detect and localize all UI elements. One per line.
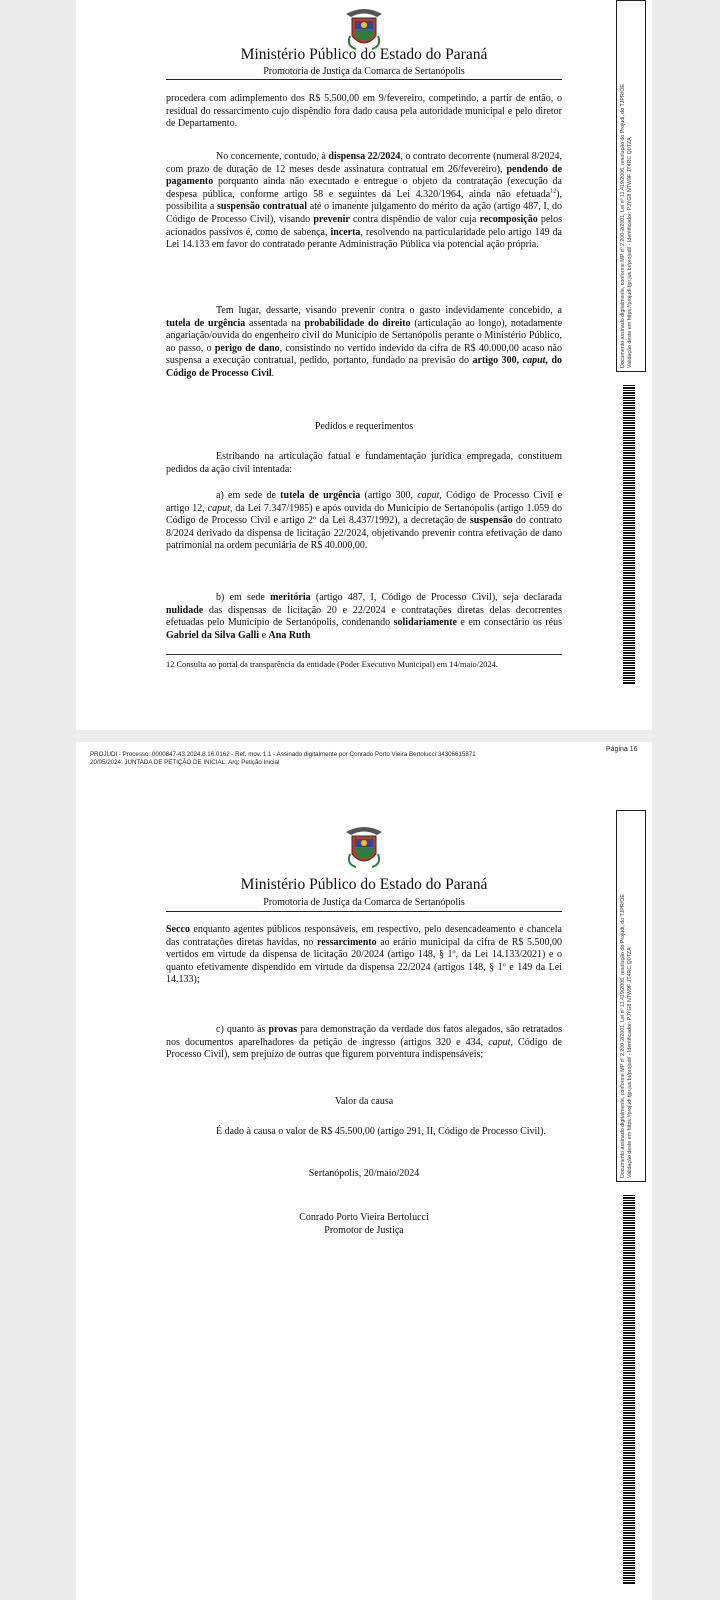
- document-page-2: [76, 742, 652, 1600]
- footnote: 12 Consulta ao portal da transparência da entidade (Poder Executivo Municipal) em 14/maio/2024.: [166, 660, 498, 669]
- paragraph-ressarcimento: Secco enquanto agentes públicos responsáveis, em respectivo, pelo desencadeamento e chancela das contratações diretas havidas, no ressarcimento ao erário municipal da cifra de R$ 5.500,00 vertidos em virtude da dispensa de licitação 20/2024 (artigo 148, § 1º, da Lei 14.133/2021) e o quanto efetivamente dispendido em virtude da dispensa 22/2024 (artigos 148, § 1º e 149 da Lei 14.133);: [166, 924, 562, 986]
- date-location: Sertanópolis, 20/maio/2024: [308, 1168, 420, 1179]
- projudi-stamp: PROJUDI - Processo: 0000847-43.2024.8.16.0162 - Ref. mov. 1.1 - Assinado digitalmente por Conrado Porto Vieira Bertolucci:34306615871 20/05/2024: JUNTADA DE PETIÇÃO DE INICIAL. Arq: Petição Inicial: [90, 751, 476, 766]
- header-divider: [166, 911, 562, 912]
- parana-coat-of-arms-icon: [344, 824, 384, 870]
- signer-name: Conrado Porto Vieira Bertolucci: [299, 1212, 429, 1223]
- barcode: [623, 385, 635, 685]
- signer-role: Promotor de Justiça: [324, 1225, 404, 1236]
- paragraph-pedido-c: c) quanto às provas para demonstração da verdade dos fatos alegados, são retratados nos documentos aparelhadores da petição de ingresso (artigos 320 e 434, caput, Código de Processo Civil), sem prejuízo de outras que figurem porventura indispensáveis;: [166, 1024, 562, 1061]
- paragraph-valor-causa: É dado à causa o valor de R$ 45.500,00 (artigo 291, II, Código de Processo Civil).: [216, 1126, 546, 1137]
- section-heading-valor: Valor da causa: [334, 1096, 394, 1107]
- page-number: Página 16: [606, 746, 638, 753]
- header-divider: [166, 79, 562, 80]
- section-heading-pedidos: Pedidos e requerimentos: [314, 421, 414, 432]
- digital-signature-note: Documento assinado digitalmente, conforme MP nº 2.200-2/2001, Lei nº 11.419/2006, resolução do Projudi, do TJPR/OE Validação deste em https://projudi.tjpr.jus.br/projudi/ - Identificador: PJYG8 NTW9F JT4RC Q0TZA: [620, 894, 633, 1178]
- document-page-1: [76, 0, 652, 730]
- digital-signature-note: Documento assinado digitalmente, conforme MP nº 2.200-2/2001, Lei nº 11.419/2006, resolução do Projudi, do TJPR/OE Validação deste em https://projudi.tjpr.jus.br/projudi/ - Identificador: PJYG8 NTW9F JT4RC Q0TZA: [620, 84, 633, 368]
- page-subtitle: Promotoria de Justiça da Comarca de Sertanópolis: [263, 66, 465, 77]
- paragraph-pedidos-intro: Estribando na articulação fatual e fundamentação jurídica empregada, constituem pedidos da ação civil intentada:: [166, 451, 562, 475]
- page-title: Ministério Público do Estado do Paraná: [240, 46, 488, 63]
- barcode: [623, 1195, 635, 1585]
- paragraph-pedido-b: b) em sede meritória (artigo 487, I, Código de Processo Civil), seja declarada nulidade das dispensas de licitação 20 e 22/2024 e contratações diretas delas decorrentes efetuadas pelo Município de Sertanópolis, condenando solidariamente e em consectário os réus Gabriel da Silva Galli e Ana Ruth: [166, 592, 562, 641]
- page-subtitle: Promotoria de Justiça da Comarca de Sertanópolis: [263, 897, 465, 908]
- footnote-divider: [166, 654, 562, 655]
- paragraph-dispensa-22: No concernente, contudo, à dispensa 22/2024, o contrato decorrente (numeral 8/2024, com prazo de duração de 12 meses desde assinatura contratual em 26/fevereiro), pendendo de pagamento porquanto ainda não executado e entregue o objeto da contratação (execução da despesa pública, conforme artigo 58 e seguintes da Lei 4.320/1964, ainda não efetuada$^{12}$), possibilita a suspensão contratual até o imanente julgamento do mérito da ação (artigo 487, I, do Código de Processo Civil), visando prevenir contra dispêndio de valor cuja recomposição pelos acionados passivos é, como de sabença, incerta, resolvendo na particularidade pelo artigo 149 da Lei 14.133 em favor do contratado perante Administração Pública via potencial ação própria.: [166, 151, 563, 251]
- paragraph-continuation: procedera com adimplemento dos R$ 5.500,00 em 9/fevereiro, competindo, a partir de então, o residual do ressarcimento cujo dispêndio fora dado causa pela autoridade municipal e pelo diretor de Departamento.: [166, 93, 562, 130]
- paragraph-tutela: Tem lugar, dessarte, visando prevenir contra o gasto indevidamente concebido, a tutela de urgência assentada na probabilidade do direito (articulação ao longo), notadamente angariação/ouvida do engenheiro civil do Município de Sertanópolis perante o Ministério Público, ao passo, o perigo de dano, consistindo no vertido indevido da cifra de R$ 40.000,00 acaso não suspensa a execução contratual, pedido, portanto, fundado na previsão do artigo 300, caput, do Código de Processo Civil.: [166, 305, 563, 379]
- footnote-ref: 12: [550, 188, 557, 195]
- paragraph-pedido-a: a) em sede de tutela de urgência (artigo 300, caput, Código de Processo Civil e artigo 12, caput, da Lei 7.347/1985) e após ouvida do Município de Sertanópolis (artigo 1.059 do Código de Processo Civil e artigo 2º da Lei 8.437/1992), a decretação de suspensão do contrato 8/2024 derivado da dispensa de licitação 22/2024, objetivando prevenir contra efetivação de dano patrimonial na ordem pecuniária de R$ 40.000,00.: [166, 490, 563, 552]
- page-title: Ministério Público do Estado do Paraná: [240, 876, 488, 893]
